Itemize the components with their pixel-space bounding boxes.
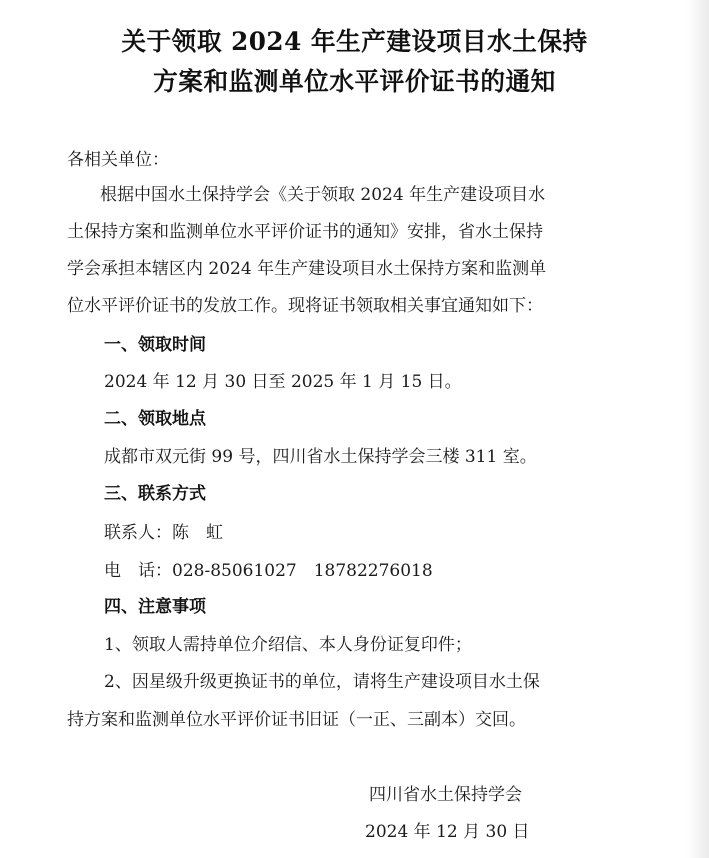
page-edge-shadow [687,0,709,858]
intro-line-3: 学会承担本辖区内 2024 年生产建设项目水土保持方案和监测单 [67,259,547,279]
signature-date: 2024 年 12 月 30 日 [365,822,530,842]
section-notes-heading: 四、注意事项 [104,597,206,617]
notes-item-2-line-2: 持方案和监测单位水平评价证书旧证（一正、三副本）交回。 [67,710,526,730]
contact-person: 联系人：陈 虹 [104,523,223,543]
section-place-text: 成都市双元街 99 号，四川省水土保持学会三楼 311 室。 [104,447,537,467]
notes-item-2-line-1: 2、因星级升级更换证书的单位，请将生产建设项目水土保 [104,672,540,692]
document-title-line2: 方案和监测单位水平评价证书的通知 [153,67,556,96]
contact-phone: 电 话：028-85061027 18782276018 [104,561,433,581]
section-time-text: 2024 年 12 月 30 日至 2025 年 1 月 15 日。 [104,372,462,392]
intro-line-4: 位水平评价证书的发放工作。现将证书领取相关事宜通知如下： [67,296,543,316]
intro-line-1: 根据中国水土保持学会《关于领取 2024 年生产建设项目水 [100,185,546,205]
section-contact-heading: 三、联系方式 [104,484,206,504]
document-title-line1: 关于领取 2024 年生产建设项目水土保持 [121,27,588,56]
section-place-heading: 二、领取地点 [104,409,206,429]
section-time-heading: 一、领取时间 [104,335,206,355]
intro-line-2: 土保持方案和监测单位水平评价证书的通知》安排，省水土保持 [67,222,543,242]
notes-item-1: 1、领取人需持单位介绍信、本人身份证复印件； [104,635,472,655]
salutation: 各相关单位： [67,150,169,170]
signature-organization: 四川省水土保持学会 [369,785,522,805]
